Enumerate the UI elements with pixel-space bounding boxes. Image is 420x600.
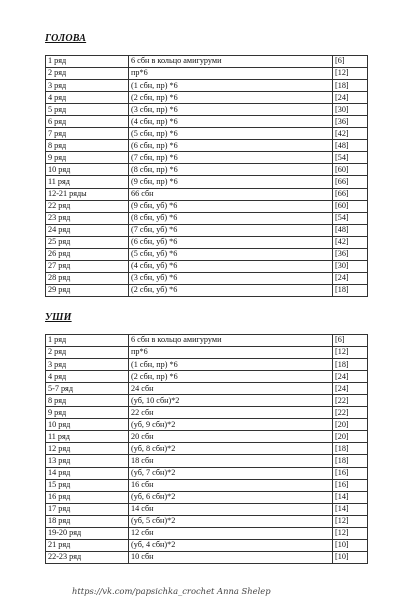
- row-label-cell: 1 ряд: [46, 56, 129, 68]
- table-row: [46, 92, 368, 104]
- stitch-count-cell: [6]: [333, 335, 368, 347]
- row-label-cell: 19-20 ряд: [46, 527, 129, 539]
- table-row: [46, 395, 368, 407]
- table-row: [46, 479, 368, 491]
- table-row: [46, 383, 368, 395]
- stitch-count-cell: [18]: [333, 284, 368, 296]
- table-row: [46, 419, 368, 431]
- table-row: [46, 431, 368, 443]
- table-row: [46, 164, 368, 176]
- instruction-cell: пр*6: [129, 68, 333, 80]
- instruction-cell: (уб, 4 сбн)*2: [129, 539, 333, 551]
- row-label-cell: 10 ряд: [46, 419, 129, 431]
- table-row: [46, 104, 368, 116]
- table-row: [46, 68, 368, 80]
- table-row: [46, 248, 368, 260]
- instruction-cell: 16 сбн: [129, 479, 333, 491]
- row-label-cell: 12-21 ряды: [46, 188, 129, 200]
- stitch-count-cell: [36]: [333, 248, 368, 260]
- row-label-cell: 9 ряд: [46, 152, 129, 164]
- row-label-cell: 22-23 ряд: [46, 551, 129, 563]
- row-label-cell: 11 ряд: [46, 431, 129, 443]
- instruction-cell: 24 сбн: [129, 383, 333, 395]
- stitch-count-cell: [18]: [333, 443, 368, 455]
- instruction-cell: пр*6: [129, 347, 333, 359]
- instruction-cell: (уб, 5 сбн)*2: [129, 515, 333, 527]
- row-label-cell: 15 ряд: [46, 479, 129, 491]
- table-row: [46, 371, 368, 383]
- table-row: [46, 455, 368, 467]
- instruction-cell: (уб, 8 сбн)*2: [129, 443, 333, 455]
- row-label-cell: 13 ряд: [46, 455, 129, 467]
- row-label-cell: 7 ряд: [46, 128, 129, 140]
- row-label-cell: 4 ряд: [46, 92, 129, 104]
- table-row: [46, 128, 368, 140]
- row-label-cell: 29 ряд: [46, 284, 129, 296]
- instruction-cell: 10 сбн: [129, 551, 333, 563]
- row-label-cell: 9 ряд: [46, 407, 129, 419]
- row-label-cell: 2 ряд: [46, 347, 129, 359]
- stitch-count-cell: [12]: [333, 347, 368, 359]
- pattern-table-head: [45, 55, 368, 297]
- stitch-count-cell: [42]: [333, 128, 368, 140]
- row-label-cell: 4 ряд: [46, 371, 129, 383]
- table-row: [46, 212, 368, 224]
- instruction-cell: (1 сбн, пр) *6: [129, 80, 333, 92]
- row-label-cell: 17 ряд: [46, 503, 129, 515]
- section-title-head: ГОЛОВА: [45, 33, 87, 44]
- instruction-cell: 12 сбн: [129, 527, 333, 539]
- table-row: [46, 116, 368, 128]
- instruction-cell: (4 сбн, уб) *6: [129, 260, 333, 272]
- stitch-count-cell: [14]: [333, 491, 368, 503]
- instruction-cell: (1 сбн, пр) *6: [129, 359, 333, 371]
- stitch-count-cell: [16]: [333, 479, 368, 491]
- table-row: [46, 56, 368, 68]
- table-row: [46, 260, 368, 272]
- instruction-cell: (5 сбн, уб) *6: [129, 248, 333, 260]
- instruction-cell: (уб, 9 сбн)*2: [129, 419, 333, 431]
- row-label-cell: 6 ряд: [46, 116, 129, 128]
- stitch-count-cell: [14]: [333, 503, 368, 515]
- instruction-cell: 14 сбн: [129, 503, 333, 515]
- instruction-cell: (2 сбн, пр) *6: [129, 92, 333, 104]
- instruction-cell: (уб, 10 сбн)*2: [129, 395, 333, 407]
- footer-signature: https://vk.com/papsichka_crochet Anna Shelep: [72, 586, 271, 596]
- instruction-cell: (7 сбн, уб) *6: [129, 224, 333, 236]
- stitch-count-cell: [16]: [333, 467, 368, 479]
- table-row: [46, 407, 368, 419]
- stitch-count-cell: [10]: [333, 551, 368, 563]
- table-row: [46, 224, 368, 236]
- row-label-cell: 27 ряд: [46, 260, 129, 272]
- stitch-count-cell: [36]: [333, 116, 368, 128]
- stitch-count-cell: [18]: [333, 359, 368, 371]
- table-row: [46, 188, 368, 200]
- row-label-cell: 25 ряд: [46, 236, 129, 248]
- instruction-cell: (3 сбн, уб) *6: [129, 272, 333, 284]
- row-label-cell: 23 ряд: [46, 212, 129, 224]
- row-label-cell: 28 ряд: [46, 272, 129, 284]
- row-label-cell: 2 ряд: [46, 68, 129, 80]
- stitch-count-cell: [6]: [333, 56, 368, 68]
- row-label-cell: 8 ряд: [46, 140, 129, 152]
- stitch-count-cell: [22]: [333, 395, 368, 407]
- instruction-cell: (9 сбн, пр) *6: [129, 176, 333, 188]
- row-label-cell: 3 ряд: [46, 80, 129, 92]
- row-label-cell: 8 ряд: [46, 395, 129, 407]
- table-row: [46, 539, 368, 551]
- instruction-cell: 6 сбн в кольцо амигуруми: [129, 335, 333, 347]
- pattern-table-body: [46, 335, 368, 564]
- table-row: [46, 515, 368, 527]
- row-label-cell: 21 ряд: [46, 539, 129, 551]
- instruction-cell: 18 сбн: [129, 455, 333, 467]
- row-label-cell: 14 ряд: [46, 467, 129, 479]
- table-row: [46, 152, 368, 164]
- table-row: [46, 527, 368, 539]
- stitch-count-cell: [20]: [333, 419, 368, 431]
- table-row: [46, 467, 368, 479]
- table-row: [46, 503, 368, 515]
- table-row: [46, 140, 368, 152]
- row-label-cell: 16 ряд: [46, 491, 129, 503]
- stitch-count-cell: [20]: [333, 431, 368, 443]
- section-title-ears: УШИ: [45, 312, 72, 323]
- stitch-count-cell: [66]: [333, 176, 368, 188]
- stitch-count-cell: [24]: [333, 272, 368, 284]
- table-row: [46, 80, 368, 92]
- row-label-cell: 26 ряд: [46, 248, 129, 260]
- table-row: [46, 176, 368, 188]
- table-row: [46, 359, 368, 371]
- stitch-count-cell: [12]: [333, 68, 368, 80]
- table-row: [46, 236, 368, 248]
- instruction-cell: (7 сбн, пр) *6: [129, 152, 333, 164]
- stitch-count-cell: [10]: [333, 539, 368, 551]
- stitch-count-cell: [12]: [333, 527, 368, 539]
- table-row: [46, 551, 368, 563]
- stitch-count-cell: [12]: [333, 515, 368, 527]
- stitch-count-cell: [60]: [333, 200, 368, 212]
- stitch-count-cell: [54]: [333, 212, 368, 224]
- stitch-count-cell: [18]: [333, 80, 368, 92]
- row-label-cell: 12 ряд: [46, 443, 129, 455]
- table-row: [46, 347, 368, 359]
- instruction-cell: (9 сбн, уб) *6: [129, 200, 333, 212]
- stitch-count-cell: [24]: [333, 92, 368, 104]
- table-row: [46, 491, 368, 503]
- instruction-cell: 6 сбн в кольцо амигуруми: [129, 56, 333, 68]
- stitch-count-cell: [48]: [333, 140, 368, 152]
- stitch-count-cell: [66]: [333, 188, 368, 200]
- table-row: [46, 200, 368, 212]
- row-label-cell: 10 ряд: [46, 164, 129, 176]
- instruction-cell: (3 сбн, пр) *6: [129, 104, 333, 116]
- table-row: [46, 443, 368, 455]
- stitch-count-cell: [22]: [333, 407, 368, 419]
- stitch-count-cell: [54]: [333, 152, 368, 164]
- row-label-cell: 5 ряд: [46, 104, 129, 116]
- stitch-count-cell: [18]: [333, 455, 368, 467]
- stitch-count-cell: [30]: [333, 104, 368, 116]
- instruction-cell: (6 сбн, уб) *6: [129, 236, 333, 248]
- instruction-cell: (уб, 7 сбн)*2: [129, 467, 333, 479]
- instruction-cell: (8 сбн, пр) *6: [129, 164, 333, 176]
- row-label-cell: 18 ряд: [46, 515, 129, 527]
- row-label-cell: 24 ряд: [46, 224, 129, 236]
- instruction-cell: 20 сбн: [129, 431, 333, 443]
- instruction-cell: (6 сбн, пр) *6: [129, 140, 333, 152]
- instruction-cell: (5 сбн, пр) *6: [129, 128, 333, 140]
- stitch-count-cell: [48]: [333, 224, 368, 236]
- instruction-cell: (2 сбн, уб) *6: [129, 284, 333, 296]
- instruction-cell: (8 сбн, уб) *6: [129, 212, 333, 224]
- stitch-count-cell: [24]: [333, 371, 368, 383]
- row-label-cell: 11 ряд: [46, 176, 129, 188]
- row-label-cell: 1 ряд: [46, 335, 129, 347]
- instruction-cell: (4 сбн, пр) *6: [129, 116, 333, 128]
- row-label-cell: 3 ряд: [46, 359, 129, 371]
- stitch-count-cell: [42]: [333, 236, 368, 248]
- stitch-count-cell: [30]: [333, 260, 368, 272]
- pattern-table-ears: [45, 334, 368, 564]
- row-label-cell: 22 ряд: [46, 200, 129, 212]
- stitch-count-cell: [60]: [333, 164, 368, 176]
- instruction-cell: (уб, 6 сбн)*2: [129, 491, 333, 503]
- row-label-cell: 5-7 ряд: [46, 383, 129, 395]
- instruction-cell: (2 сбн, пр) *6: [129, 371, 333, 383]
- pattern-table-body: [46, 56, 368, 297]
- instruction-cell: 22 сбн: [129, 407, 333, 419]
- instruction-cell: 66 сбн: [129, 188, 333, 200]
- table-row: [46, 272, 368, 284]
- table-row: [46, 284, 368, 296]
- table-row: [46, 335, 368, 347]
- stitch-count-cell: [24]: [333, 383, 368, 395]
